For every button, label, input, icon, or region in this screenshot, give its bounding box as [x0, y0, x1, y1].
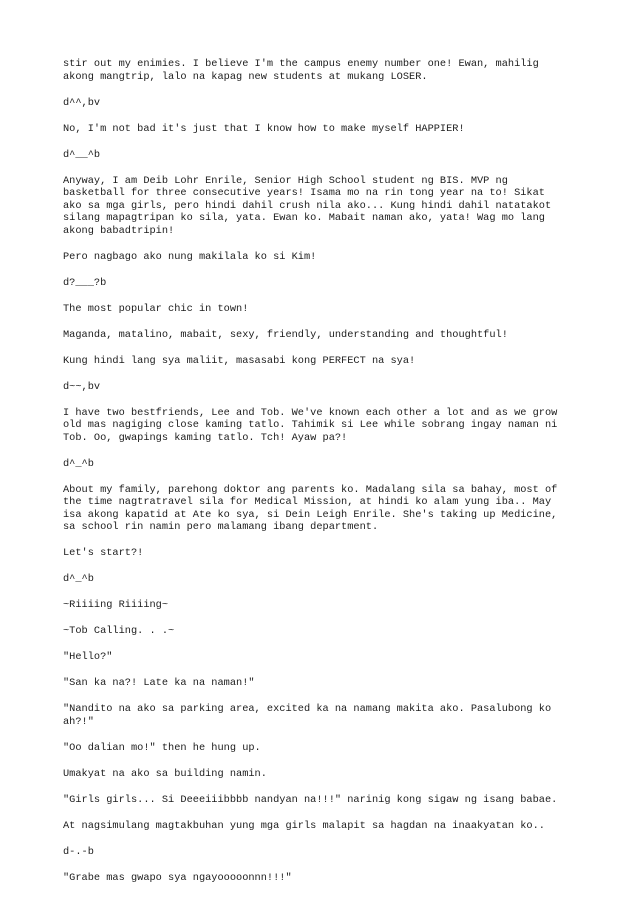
text-line: d^^,bv [63, 96, 101, 109]
text-line: d?___?b [63, 276, 107, 289]
text-line: d^_^b [63, 573, 94, 585]
text-line: stir out my enimies. I believe I'm the campus enemy number one! Ewan, mahilig [63, 58, 539, 70]
text-line: "Girls girls... Si Deeeiiibbbb nandyan na!!!" narinig kong sigaw ng isang babae. [63, 793, 558, 806]
text-line: Anyway, I am Deib Lohr Enrile, Senior High School student ng BIS. MVP ng [63, 174, 508, 187]
text-line: "Hello?" [63, 651, 113, 663]
paragraph [63, 794, 583, 807]
paragraph [63, 820, 583, 833]
paragraph [63, 625, 583, 638]
text-line: d~~,bv [63, 380, 101, 393]
text-line: isa akong kapatid at Ate ko sya, si Dein Leigh Enrile. She's taking up Medicine, [63, 508, 558, 521]
text-line: d^_^b [63, 457, 94, 470]
paragraph [63, 547, 583, 560]
paragraph [63, 407, 583, 445]
paragraph [63, 303, 583, 316]
paragraph [63, 149, 583, 162]
text-line: "Oo dalian mo!" then he hung up. [63, 741, 261, 754]
text-line: Umakyat na ako sa building namin. [63, 767, 267, 780]
text-line: akong babadtripin! [63, 224, 175, 237]
text-line: ah?!" [63, 715, 94, 728]
text-line: ~Riiiing Riiiing~ [63, 599, 169, 611]
document-body [63, 58, 583, 898]
text-line: Maganda, matalino, mabait, sexy, friendly, understanding and thoughtful! [63, 328, 508, 341]
text-line: the time nagtratravel sila for Medical Mission, at hindi ko alam yung iba.. May [63, 496, 552, 508]
paragraph [63, 651, 583, 664]
paragraph [63, 599, 583, 612]
text-line: d-.-b [63, 845, 94, 858]
text-line: I have two bestfriends, Lee and Tob. We've known each other a lot and as we grow [63, 406, 558, 419]
text-line: basketball for three consecutive years! Isama mo na rin tong year na to! Sikat [63, 187, 545, 199]
paragraph [63, 703, 583, 728]
text-line: The most popular chic in town! [63, 302, 249, 315]
text-line: Tob. Oo, gwapings kaming tatlo. Tch! Ayaw pa?! [63, 431, 348, 444]
text-line: "San ka na?! Late ka na naman!" [63, 677, 255, 689]
paragraph [63, 484, 583, 534]
paragraph [63, 329, 583, 342]
paragraph [63, 742, 583, 755]
text-line: No, I'm not bad it's just that I know how to make myself HAPPIER! [63, 122, 465, 135]
paragraph [63, 277, 583, 290]
paragraph [63, 872, 583, 885]
text-line: "Grabe mas gwapo sya ngayooooonnn!!!" [63, 871, 292, 884]
paragraph [63, 573, 583, 586]
text-line: About my family, parehong doktor ang parents ko. Madalang sila sa bahay, most of [63, 483, 558, 496]
paragraph [63, 58, 583, 83]
paragraph [63, 355, 583, 368]
text-line: sa school rin namin pero malamang ibang department. [63, 521, 379, 533]
paragraph [63, 123, 583, 136]
text-line: akong mangtrip, lalo na kapag new students at mukang LOSER. [63, 70, 428, 83]
text-line: Let's start?! [63, 547, 144, 559]
paragraph [63, 381, 583, 394]
text-line: At nagsimulang magtakbuhan yung mga girls malapit sa hagdan na inaakyatan ko.. [63, 819, 545, 832]
text-line: silang mapagtripan ko sila, yata. Ewan ko. Mabait naman ako, yata! Wag mo lang [63, 212, 545, 224]
paragraph [63, 175, 583, 238]
text-line: Pero nagbago ako nung makilala ko si Kim! [63, 250, 317, 263]
paragraph [63, 768, 583, 781]
text-line: ~Tob Calling. . .~ [63, 625, 175, 637]
text-line: "Nandito na ako sa parking area, excited ka na namang makita ako. Pasalubong ko [63, 703, 552, 715]
paragraph [63, 97, 583, 110]
paragraph [63, 846, 583, 859]
text-line: old mas nagiging close kaming tatlo. Tahimik si Lee while sobrang ingay naman ni [63, 419, 558, 431]
text-line: d^__^b [63, 148, 101, 161]
paragraph [63, 251, 583, 264]
paragraph [63, 458, 583, 471]
text-line: ako sa mga girls, pero hindi dahil crush nila ako... Kung hindi dahil natatakot [63, 199, 552, 212]
text-line: Kung hindi lang sya maliit, masasabi kong PERFECT na sya! [63, 354, 416, 367]
paragraph [63, 677, 583, 690]
